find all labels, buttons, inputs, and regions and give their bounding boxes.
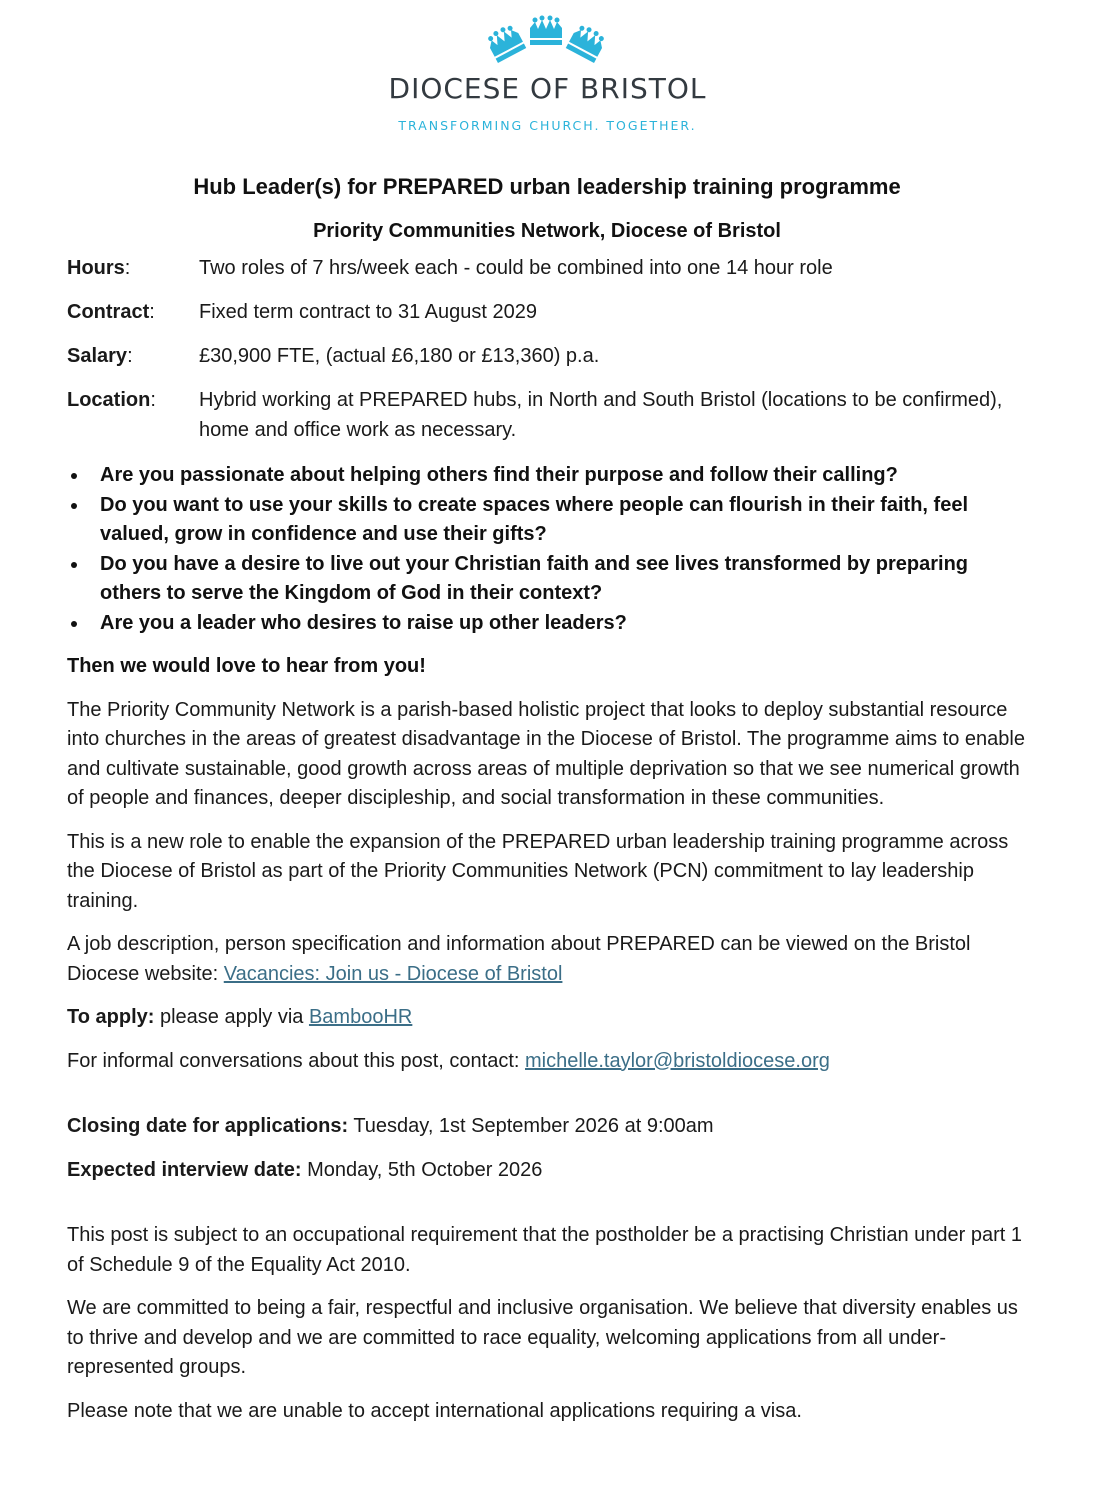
- detail-label: Salary: [67, 345, 128, 367]
- logo-tagline: TRANSFORMING CHURCH. TOGETHER.: [398, 118, 697, 133]
- page-subtitle: Priority Communities Network, Diocese of Bristol: [313, 220, 781, 242]
- list-item: Are you a leader who desires to raise up other leaders?: [67, 609, 1027, 639]
- question-list: [67, 461, 1027, 638]
- closing-date-line: [67, 1112, 1027, 1142]
- logo-name: DIOCESE OF BRISTOL: [388, 72, 707, 105]
- job-details: [67, 254, 1027, 445]
- diocese-logo: [0, 0, 1095, 145]
- apply-text: please apply via: [154, 1006, 309, 1028]
- list-item: Are you passionate about helping others find their purpose and follow their calling?: [67, 461, 1027, 491]
- vacancies-link[interactable]: Vacancies: Join us - Diocese of Bristol: [223, 962, 563, 985]
- list-item: Do you have a desire to live out your Christian faith and see lives transformed by preparing others to serve the Kingdom of God in their context?: [67, 550, 1027, 609]
- paragraph-visa-note: Please note that we are unable to accept international applications requiring a visa.: [67, 1399, 802, 1422]
- bamboohr-link[interactable]: BambooHR: [308, 1006, 413, 1028]
- detail-value: Hybrid working at PREPARED hubs, in North and South Bristol (locations to be confirmed), home and office work as necessary.: [199, 389, 1003, 441]
- page-title: Hub Leader(s) for PREPARED urban leadership training programme: [193, 174, 901, 199]
- detail-label: Contract: [67, 301, 150, 323]
- paragraph-inclusion: We are committed to being a fair, respectful and inclusive organisation. We believe that diversity enables us to thrive and develop and we are committed to race equality, welcoming applications from all under-represented groups.: [67, 1297, 1018, 1378]
- paragraph-new-role: This is a new role to enable the expansion of the PREPARED urban leadership training programme across the Diocese of Bristol as part of the Priority Communities Network (PCN) commitment to lay leadership training.: [67, 830, 1009, 912]
- job-description-text: A job description, person specification and information about PREPARED can be viewed on the Bristol Diocese website:: [67, 933, 971, 985]
- detail-row-location: Location: Hybrid working at PREPARED hubs, in North and South Bristol (locations to be confirmed), home and office work as necessary.: [67, 386, 1027, 445]
- interview-date-value: Monday, 5th October 2026: [301, 1158, 543, 1181]
- apply-label: To apply:: [67, 1006, 155, 1028]
- detail-value: £30,900 FTE, (actual £6,180 or £13,360) p.a.: [199, 345, 600, 367]
- interview-date-line: [67, 1156, 1027, 1186]
- paragraph-occupational-requirement: This post is subject to an occupational requirement that the postholder be a practising Christian under part 1 of Schedule 9 of the Equality Act 2010.: [67, 1224, 1022, 1276]
- callout: Then we would love to hear from you!: [67, 655, 426, 677]
- paragraph-about-pcn: The Priority Community Network is a parish-based holistic project that looks to deploy substantial resource into churches in the areas of greatest disadvantage in the Diocese of Bristol. The programme aims to enable and cultivate sustainable, good growth across areas of multiple deprivation so that we see numerical growth of people and finances, deeper discipleship, and social transformation in these communities.: [67, 698, 1025, 809]
- job-advert: [67, 172, 1027, 1426]
- detail-label: Hours: [67, 257, 125, 279]
- list-item: Do you want to use your skills to create spaces where people can flourish in their faith, feel valued, grow in confidence and use their gifts?: [67, 491, 1027, 550]
- contact-text: For informal conversations about this post, contact:: [67, 1049, 525, 1072]
- detail-row-salary: Salary: £30,900 FTE, (actual £6,180 or £13,360) p.a.: [67, 342, 1027, 372]
- paragraph-job-description: [67, 930, 1027, 989]
- apply-line: [67, 1003, 1027, 1033]
- detail-row-contract: Contract: Fixed term contract to 31 August 2029: [67, 298, 1027, 328]
- contact-line: [67, 1047, 1027, 1077]
- interview-date-label: Expected interview date:: [67, 1158, 302, 1181]
- closing-date-value: Tuesday, 1st September 2026 at 9:00am: [348, 1115, 714, 1137]
- closing-date-label: Closing date for applications:: [67, 1115, 349, 1137]
- crowns-icon: [476, 10, 616, 66]
- detail-label: Location: [67, 389, 151, 411]
- detail-value: Fixed term contract to 31 August 2029: [199, 301, 537, 323]
- detail-value: Two roles of 7 hrs/week each - could be combined into one 14 hour role: [199, 257, 833, 279]
- email-link[interactable]: michelle.taylor@bristoldiocese.org: [525, 1049, 830, 1072]
- detail-row-hours: Hours: Two roles of 7 hrs/week each - could be combined into one 14 hour role: [67, 254, 1027, 284]
